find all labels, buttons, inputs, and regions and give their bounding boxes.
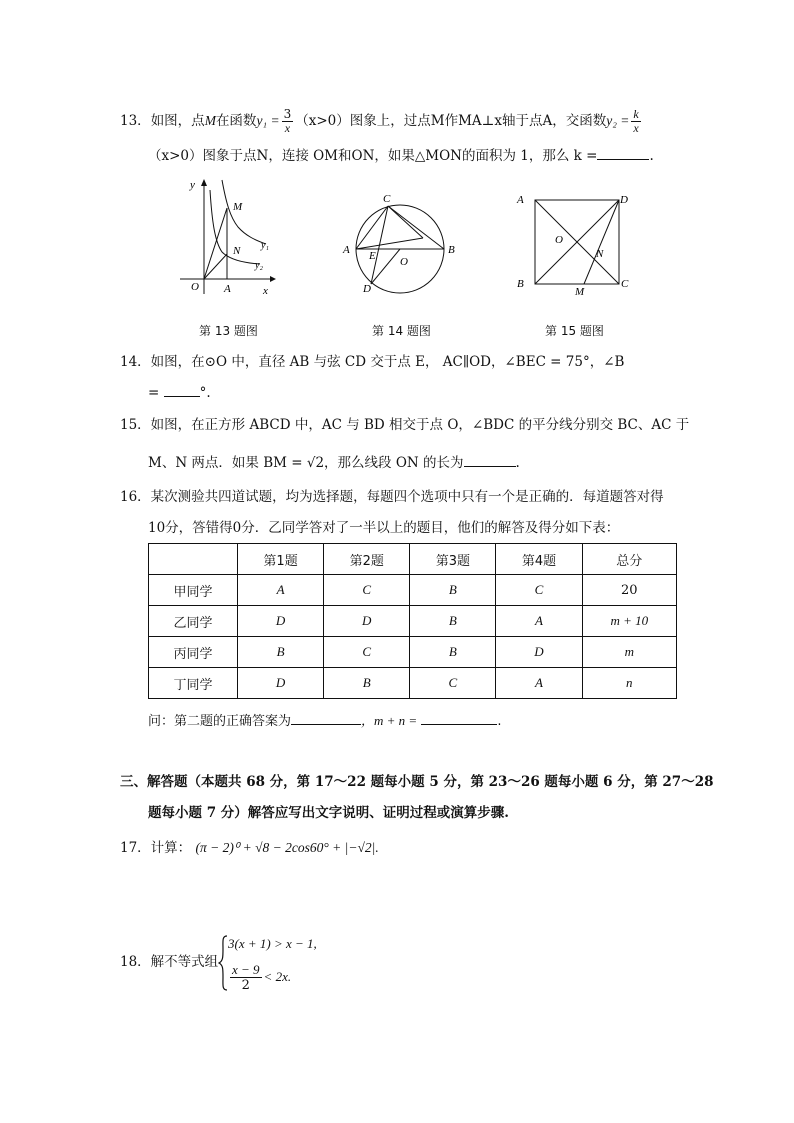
table-header-cell: 第3题 <box>410 544 496 575</box>
fig13-label-y1: y₁ <box>261 240 269 251</box>
fig14-label-d: D <box>363 283 371 295</box>
fig13-label-a: A <box>224 283 231 295</box>
q15-text: M、N 两点．如果 BM = √2，那么线段 ON 的长为 <box>148 455 464 471</box>
q13-y1: y₁ = <box>256 113 280 128</box>
fig13-segment-on <box>204 254 227 279</box>
q13-answer-blank[interactable] <box>597 145 649 160</box>
fig13-caption: 第 13 题图 <box>199 324 258 338</box>
q17-line <box>120 838 379 858</box>
table-row <box>149 575 677 606</box>
q16-line2: 10分，答错得0分．乙同学答对了一半以上的题目，他们的解答及得分如下表： <box>148 520 620 536</box>
table-cell-total: m + 10 <box>582 606 676 637</box>
table-cell-student: 丁同学 <box>149 668 238 699</box>
figure-13 <box>170 172 280 300</box>
fig14-label-a: A <box>343 244 350 256</box>
fig14-label-c: C <box>383 193 391 205</box>
q13-fraction-kx: $\frac{k}{x}$ <box>633 107 639 135</box>
table-cell-student: 甲同学 <box>149 575 238 606</box>
section3-heading: 三、解答题（本题共 68 分，第 17～22 题每小题 5 分，第 23～26 题每小题 6 分，第 27～28 <box>120 774 714 790</box>
table-header-cell <box>149 544 238 575</box>
q13-cond1: （x>0）图象上，过点 <box>295 113 431 129</box>
fig15-bisector-dm <box>584 200 619 284</box>
table-header-cell: 第4题 <box>496 544 582 575</box>
section3-heading-line2: 题每小题 7 分）解答应写出文字说明、证明过程或演算步骤. <box>148 805 509 821</box>
q16-sum-label: ，m + n = <box>361 713 418 728</box>
fig15-label-c: C <box>621 278 629 290</box>
table-cell: D <box>238 668 324 699</box>
table-cell: D <box>496 637 582 668</box>
q13-line1 <box>120 108 643 135</box>
fig13-label-y2: y₂ <box>255 260 263 271</box>
table-cell: B <box>324 668 410 699</box>
q14-line2 <box>148 382 211 403</box>
table-cell: A <box>238 575 324 606</box>
fig13-segment-om <box>204 208 227 279</box>
table-header-row <box>149 544 677 575</box>
table-row <box>149 637 677 668</box>
table-cell: A <box>496 606 582 637</box>
q16-question-text: 问：第二题的正确答案为 <box>148 714 292 729</box>
q13-period: . <box>649 148 654 164</box>
q16-answer-blank-2[interactable] <box>421 710 497 725</box>
q18-inequality-2 <box>228 962 291 993</box>
q15-period: . <box>515 455 520 471</box>
table-cell: C <box>496 575 582 606</box>
fig15-label-o: O <box>555 234 563 246</box>
table-cell: A <box>496 668 582 699</box>
q13-text-b: 在函数 <box>215 113 257 129</box>
q17-label: 17．计算： <box>120 840 192 856</box>
q18-inequality-1: 3(x + 1) > x − 1, <box>228 936 317 951</box>
fig13-label-n: N <box>233 245 241 257</box>
table-cell: C <box>324 637 410 668</box>
table-cell-student: 丙同学 <box>149 637 238 668</box>
fig14-label-e: E <box>369 250 376 262</box>
q18-fraction: $\frac{x - 9}{2}$ <box>232 962 260 993</box>
fig13-curve-y1 <box>222 180 266 244</box>
fig14-segment-ce-helper <box>388 206 423 238</box>
table-cell: B <box>238 637 324 668</box>
fig13-label-y: y <box>190 179 195 191</box>
table-header-cell: 总分 <box>582 544 676 575</box>
q13-fraction-3x: $\frac{3}{x}$ <box>283 107 292 135</box>
q13-y2: y₂ = <box>606 113 630 128</box>
q14-equals: = <box>148 385 160 401</box>
q13-number: 13． <box>120 113 151 129</box>
table-cell: D <box>324 606 410 637</box>
q16-answer-blank-1[interactable] <box>291 710 361 725</box>
table-cell: C <box>410 668 496 699</box>
q15-line2 <box>148 452 520 473</box>
q14-degree: °. <box>199 385 211 401</box>
q18-brace <box>218 935 228 991</box>
q13-text-line2: （x>0）图象于点N，连接 OM和ON，如果△MON的面积为 1，那么 k = <box>148 148 598 164</box>
table-cell: C <box>324 575 410 606</box>
table-cell: B <box>410 575 496 606</box>
fig15-label-b: B <box>517 278 524 290</box>
q15-line1: 15．如图，在正方形 ABCD 中，AC 与 BD 相交于点 O，∠BDC 的平分线分别交 BC、AC 于 <box>120 417 690 433</box>
fig14-caption: 第 14 题图 <box>372 324 431 338</box>
q14-answer-blank[interactable] <box>164 382 200 397</box>
q18-inequality-2-rest: < 2x. <box>263 969 292 984</box>
fig15-label-d: D <box>620 194 628 206</box>
q13-line2 <box>148 145 654 166</box>
table-cell: B <box>410 637 496 668</box>
q16-line1: 16．某次测验共四道试题，均为选择题，每题四个选项中只有一个是正确的．每道题答对得 <box>120 489 664 505</box>
fig15-caption: 第 15 题图 <box>545 324 604 338</box>
fig13-label-m: M <box>233 201 243 213</box>
fig14-segment-ae <box>356 238 423 249</box>
q14-line1: 14．如图，在⊙O 中，直径 AB 与弦 CD 交于点 E， AC∥OD，∠BEC = 75°，∠B <box>120 354 625 370</box>
q17-expression: (π − 2)⁰ + √8 − 2cos60° + |−√2|. <box>195 840 379 855</box>
fig14-label-o: O <box>400 256 408 268</box>
q18-label: 18．解不等式组 <box>120 954 219 970</box>
fig14-label-b: B <box>448 244 455 256</box>
figure-14 <box>338 188 464 298</box>
q13-text-a: 如图，点 <box>150 113 205 129</box>
fig13-label-x: x <box>263 285 268 297</box>
q15-answer-blank[interactable] <box>464 452 516 467</box>
table-cell-total: n <box>582 668 676 699</box>
fig13-x-arrow <box>270 276 276 282</box>
fig13-y-arrow <box>201 179 207 186</box>
table-cell: B <box>410 606 496 637</box>
table-header-cell: 第1题 <box>238 544 324 575</box>
q13-text-c: M作MA⊥x轴于点A，交函数 <box>430 113 607 129</box>
fig15-label-m: M <box>575 286 585 298</box>
fig13-label-o: O <box>191 281 199 293</box>
table-cell-student: 乙同学 <box>149 606 238 637</box>
q13-point-m: M <box>204 113 216 128</box>
table-header-cell: 第2题 <box>324 544 410 575</box>
table-row <box>149 668 677 699</box>
table-cell: D <box>238 606 324 637</box>
fig15-label-a: A <box>517 194 524 206</box>
q16-question <box>148 710 501 732</box>
table-cell-total: m <box>582 637 676 668</box>
table-cell-total: 20 <box>582 575 676 606</box>
q16-answer-table <box>148 543 677 699</box>
q16-period: . <box>497 714 502 729</box>
figure-15 <box>510 188 635 298</box>
fig15-label-n: N <box>596 248 604 260</box>
table-row <box>149 606 677 637</box>
